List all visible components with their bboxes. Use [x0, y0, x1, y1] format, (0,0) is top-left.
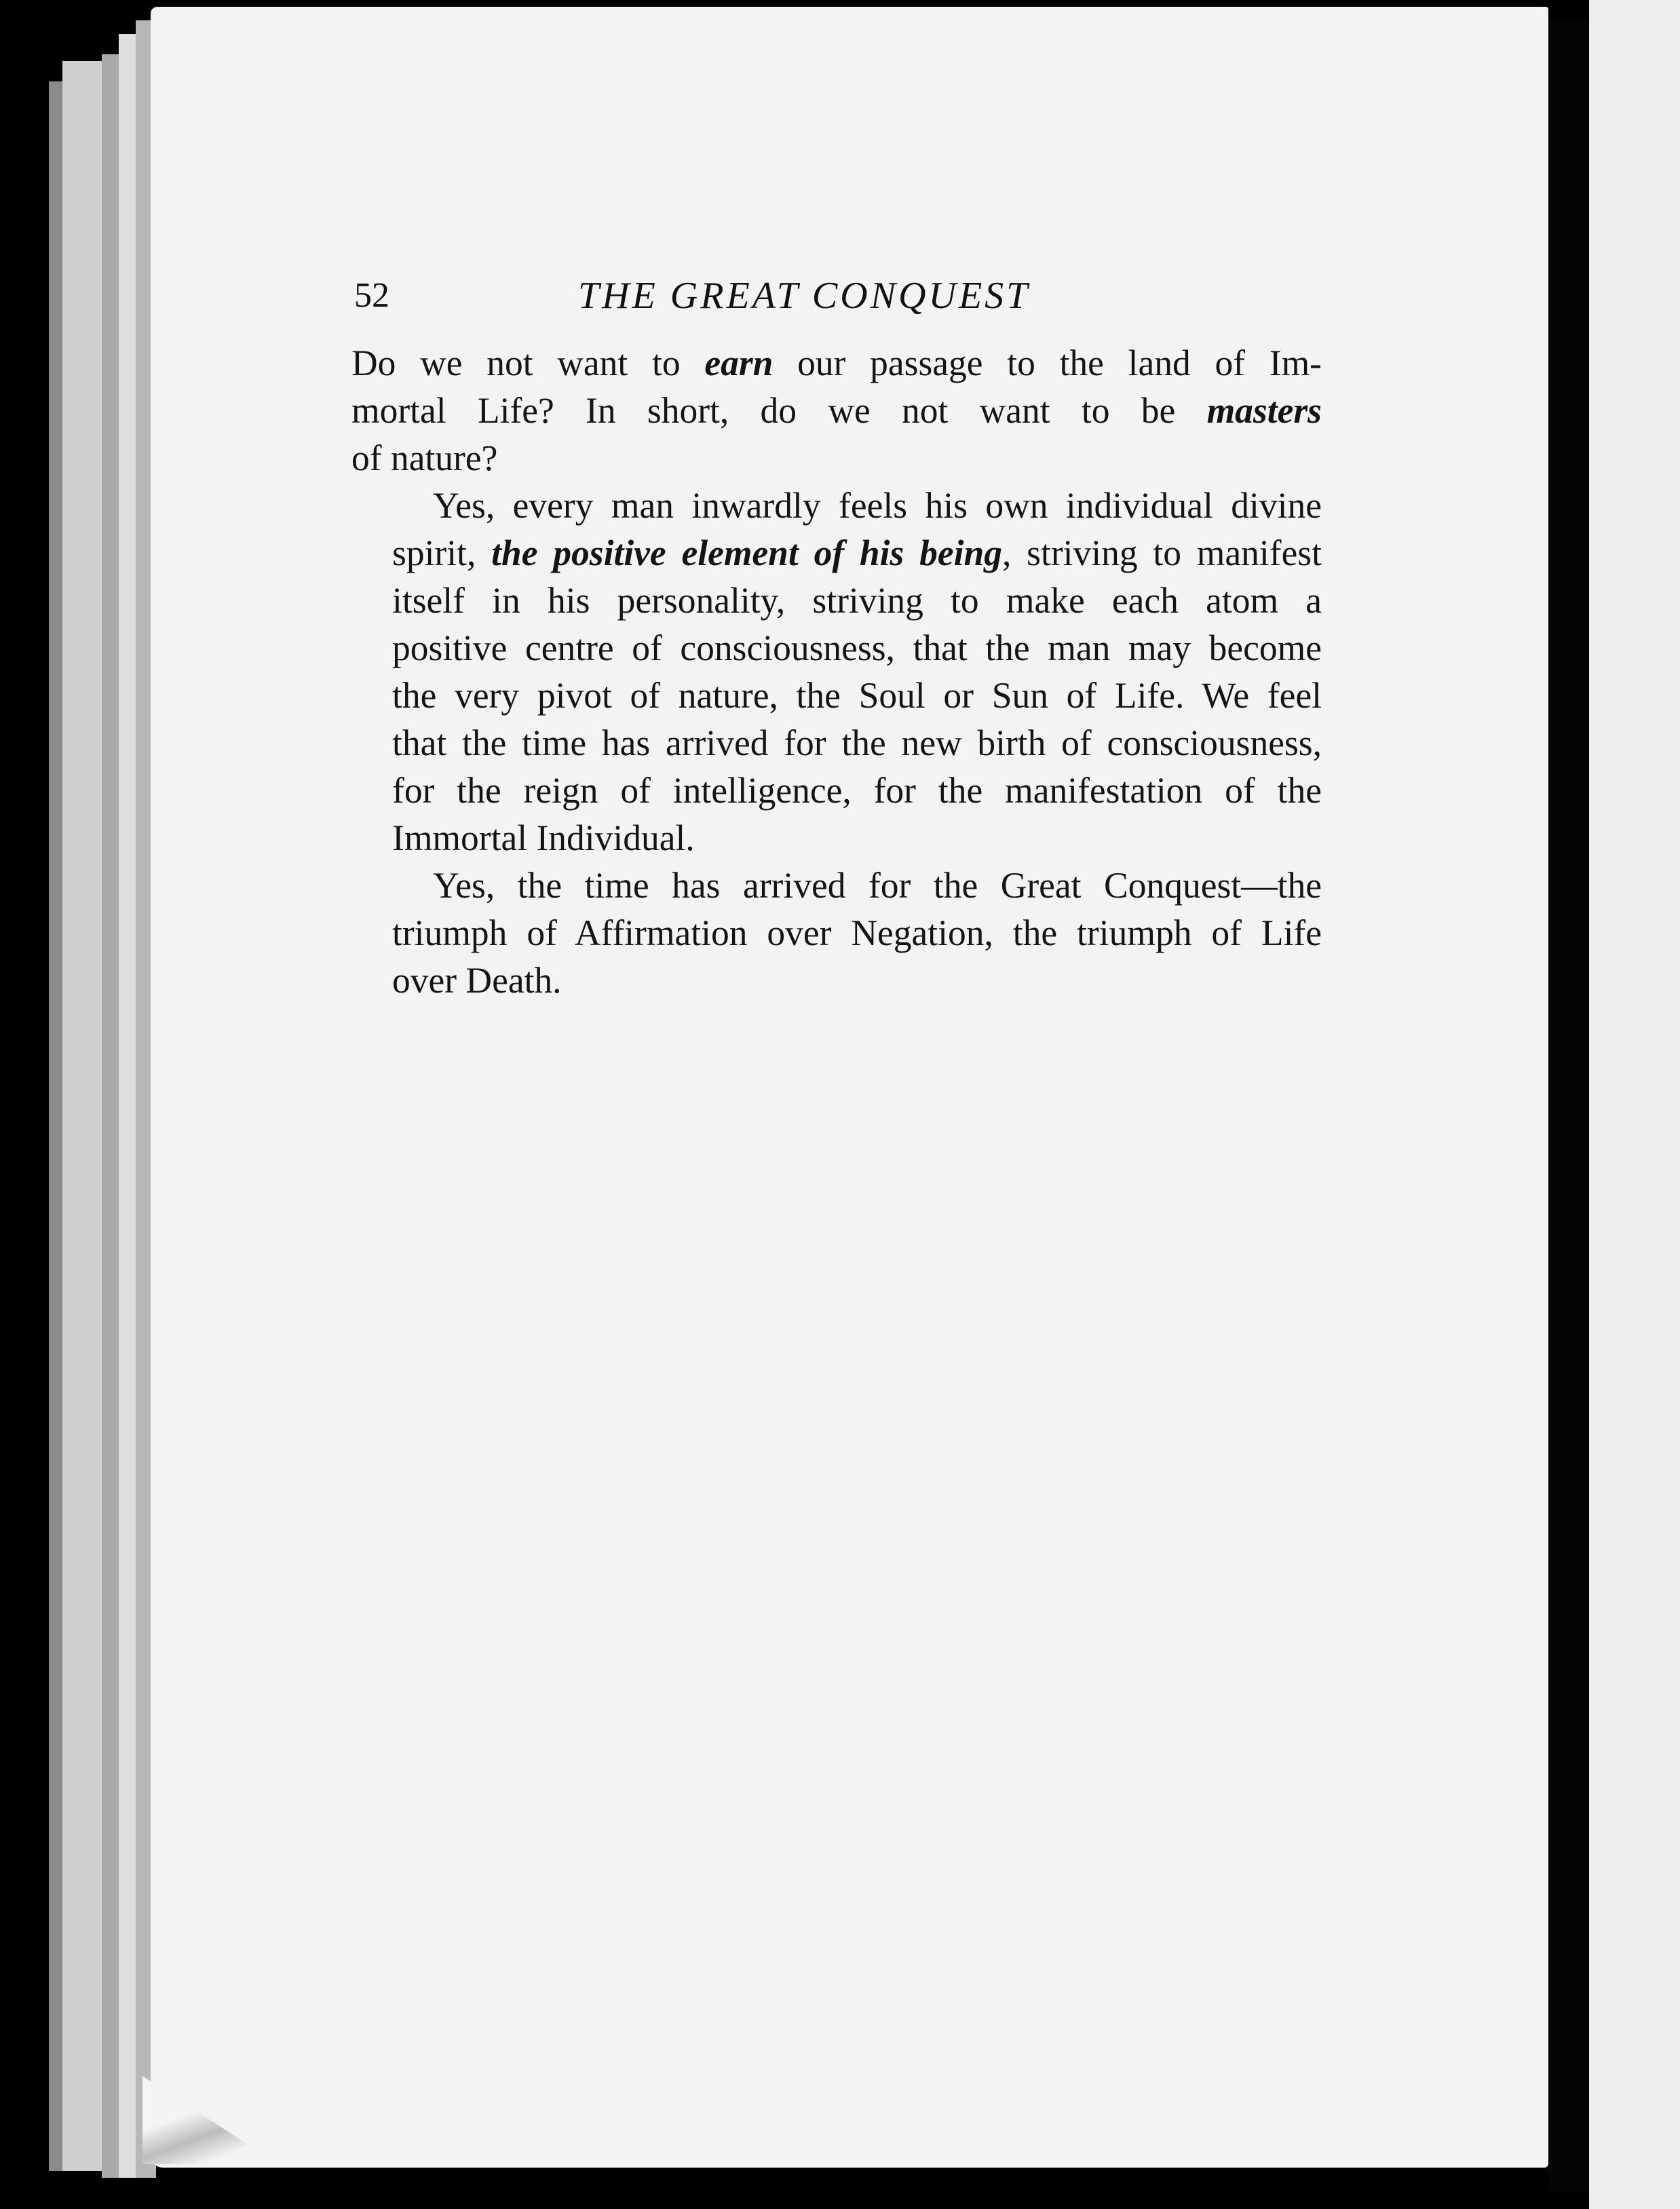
body-text — [351, 339, 1322, 1004]
book-title: THE GREAT CONQUEST — [578, 275, 1031, 317]
text-line: over Death. — [392, 960, 562, 1001]
text-line: Do we not want to earn our passage to the land of Im- — [351, 343, 1322, 383]
emphasized-text: earn — [704, 343, 774, 383]
emphasized-text: masters — [1206, 390, 1322, 431]
text-line: spirit, the positive element of his being, striving to manifest — [392, 533, 1322, 573]
text-line: Yes, every man inwardly feels his own individual divine — [433, 485, 1322, 526]
page-edge — [62, 61, 103, 2171]
text-line: of nature? — [351, 438, 498, 478]
running-head — [354, 269, 1321, 323]
book-binding — [1548, 20, 1589, 2191]
text-line: mortal Life? In short, do we not want to be masters — [351, 390, 1322, 431]
text-line: Immortal Individual. — [392, 818, 695, 858]
text-line: itself in his personality, striving to make each atom a — [392, 580, 1322, 621]
text-line: for the reign of intelligence, for the manifestation of the — [392, 770, 1322, 811]
paragraph — [351, 339, 1322, 482]
facing-page-edge — [1589, 0, 1680, 2209]
emphasized-text: the positive element of his being — [491, 533, 1002, 573]
text-line: triumph of Affirmation over Negation, the triumph of Life — [392, 913, 1322, 953]
text-line: the very pivot of nature, the Soul or Sun of Life. We feel — [392, 675, 1322, 716]
text-line: Yes, the time has arrived for the Great Conquest—the — [433, 865, 1322, 906]
page-number: 52 — [354, 276, 389, 315]
text-line: positive centre of consciousness, that the man may become — [392, 628, 1322, 668]
text-line: that the time has arrived for the new birth of consciousness, — [392, 723, 1322, 763]
paragraph — [351, 482, 1322, 862]
paragraph — [351, 862, 1322, 1004]
book-page — [151, 7, 1548, 2168]
